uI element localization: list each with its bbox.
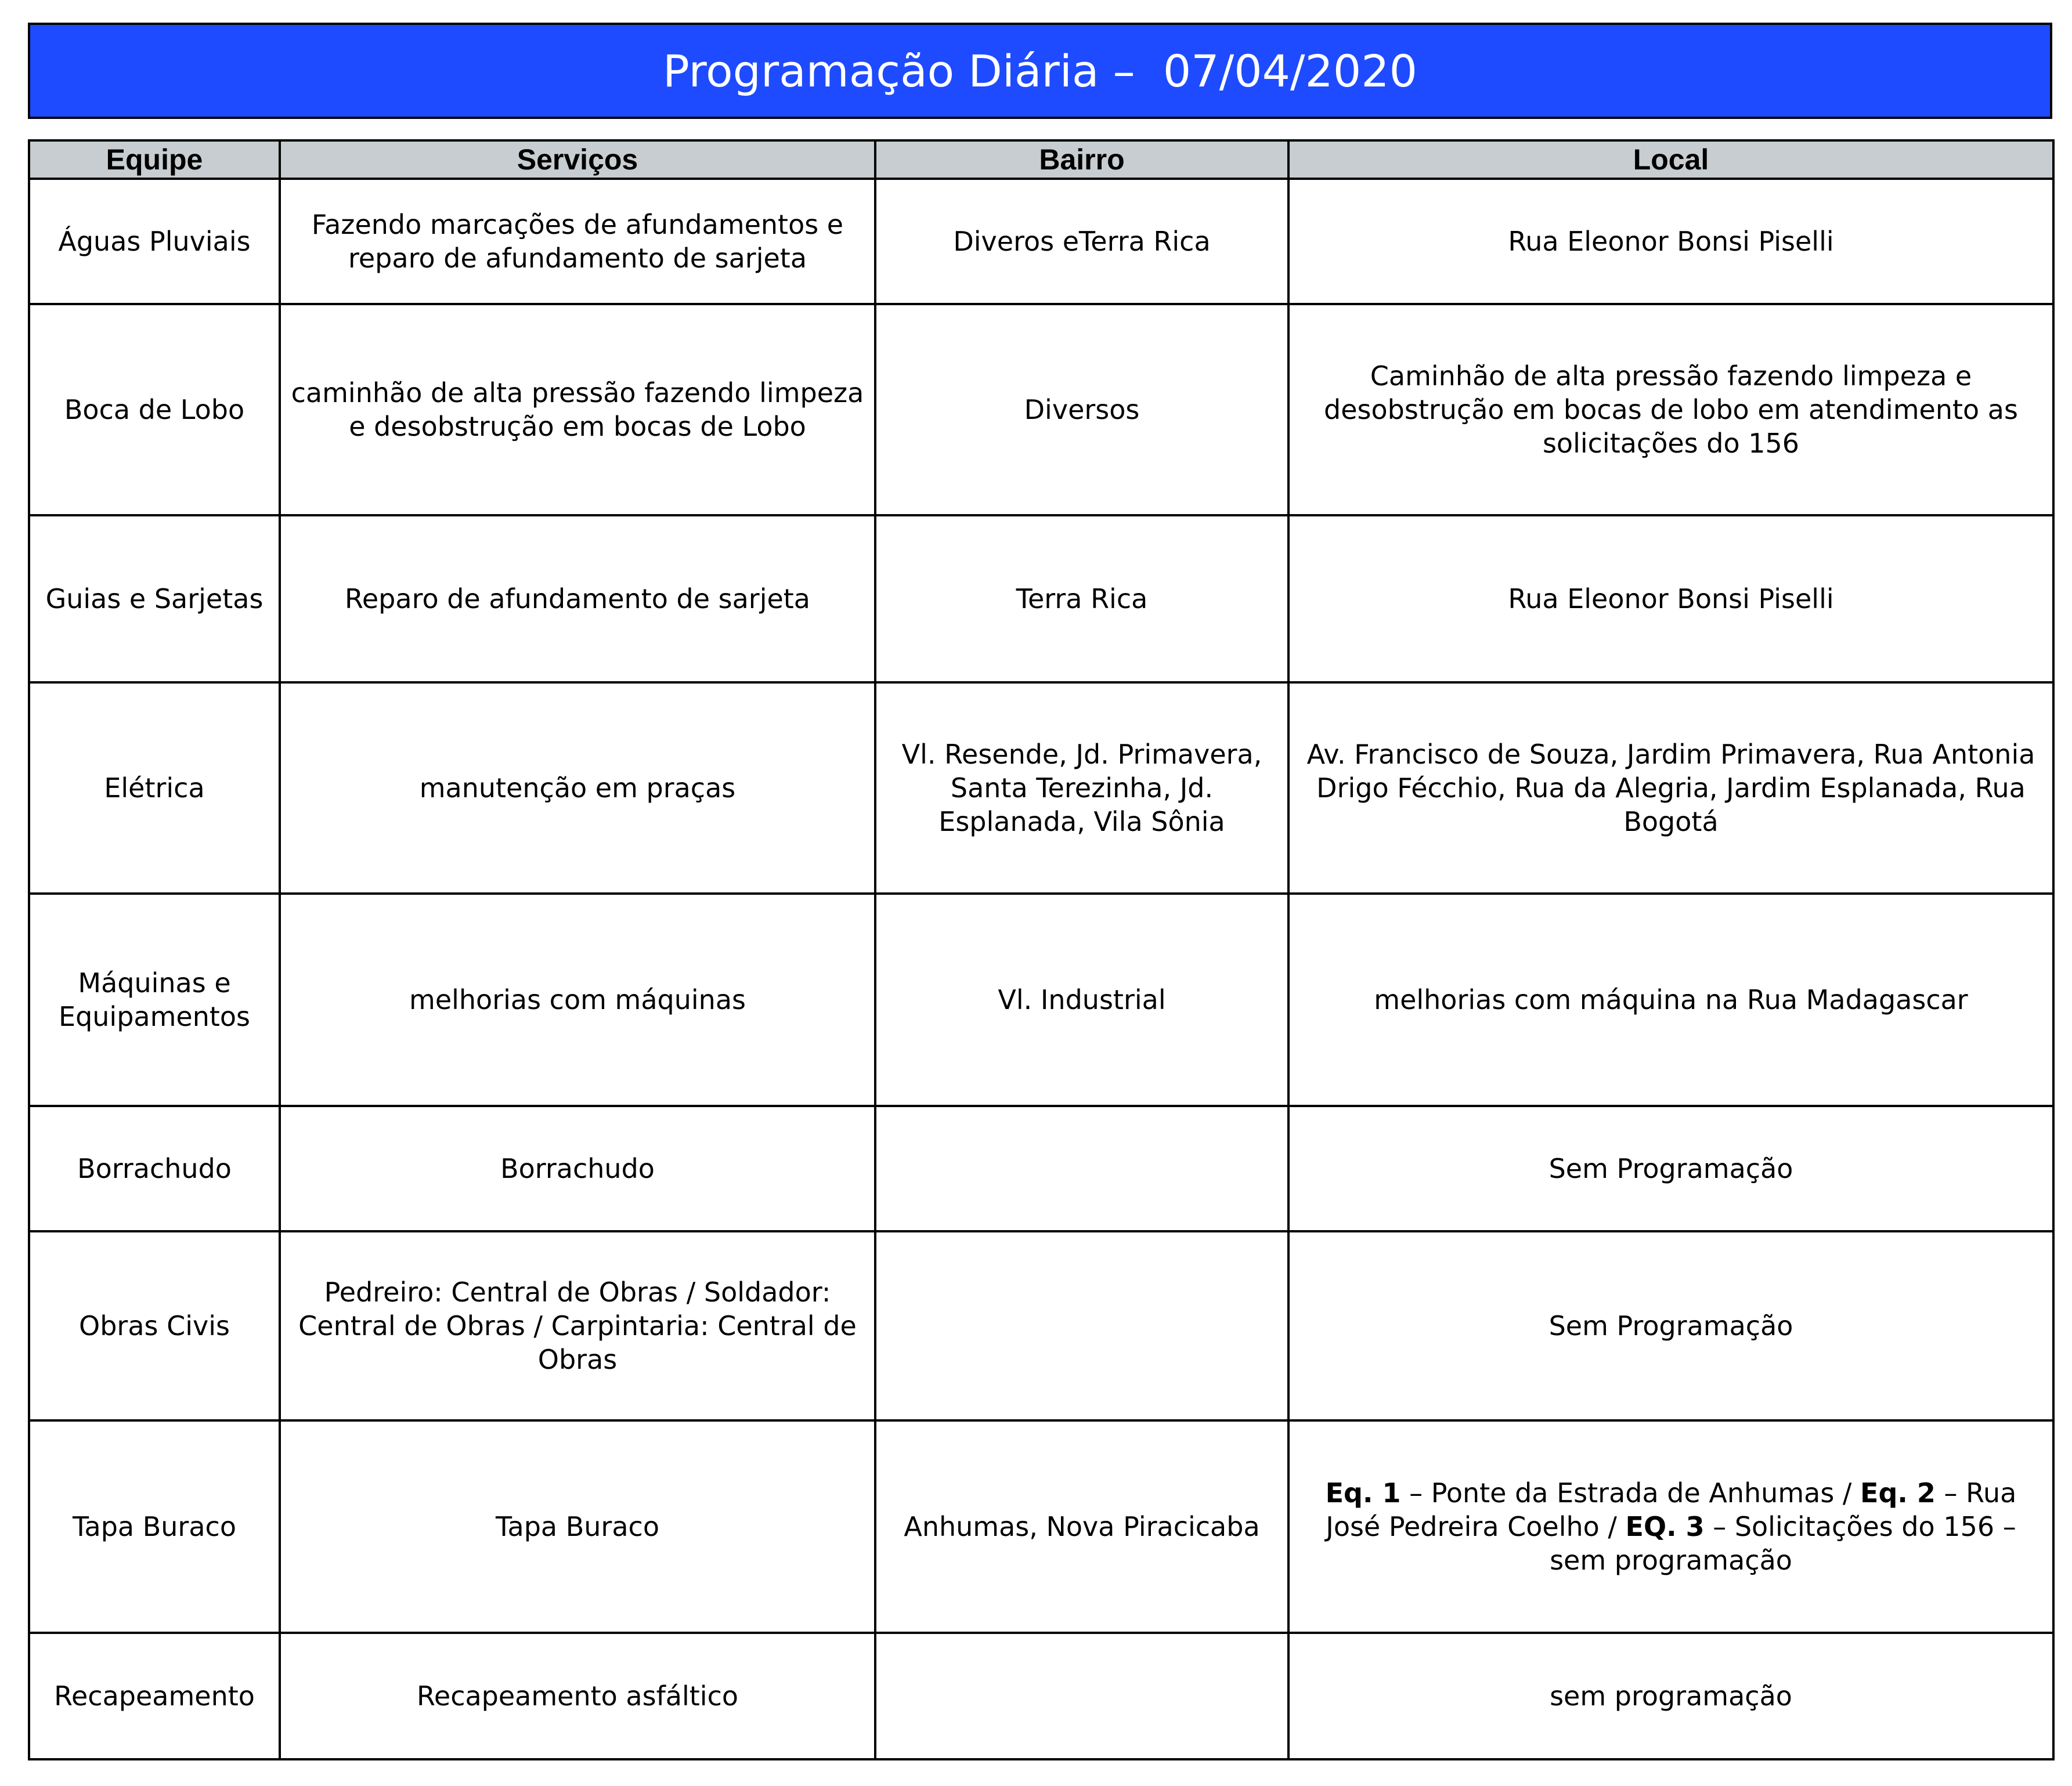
team-3-label: EQ. 3 xyxy=(1625,1511,1705,1542)
cell-servicos: Reparo de afundamento de sarjeta xyxy=(280,515,875,682)
table-row xyxy=(29,1420,2053,1633)
column-header-servicos: Serviços xyxy=(280,140,875,179)
table-row xyxy=(29,515,2053,682)
table-row xyxy=(29,179,2053,304)
schedule-table xyxy=(28,139,2055,1760)
cell-bairro: Anhumas, Nova Piracicaba xyxy=(875,1420,1288,1633)
table-row xyxy=(29,1106,2053,1231)
cell-equipe: Tapa Buraco xyxy=(29,1420,280,1633)
table-row xyxy=(29,894,2053,1106)
cell-local: sem programação xyxy=(1288,1633,2053,1759)
cell-equipe: Obras Civis xyxy=(29,1231,280,1420)
cell-local: Sem Programação xyxy=(1288,1106,2053,1231)
cell-servicos: Tapa Buraco xyxy=(280,1420,875,1633)
cell-equipe: Guias e Sarjetas xyxy=(29,515,280,682)
cell-bairro: Terra Rica xyxy=(875,515,1288,682)
cell-local: Rua Eleonor Bonsi Piselli xyxy=(1288,515,2053,682)
cell-local xyxy=(1288,1420,2053,1633)
cell-bairro: Diversos xyxy=(875,304,1288,515)
cell-bairro: Vl. Resende, Jd. Primavera, Santa Terezinha, Jd. Esplanada, Vila Sônia xyxy=(875,682,1288,894)
table-row xyxy=(29,1231,2053,1420)
table-header-row xyxy=(29,140,2053,179)
cell-equipe: Recapeamento xyxy=(29,1633,280,1759)
team-1-location: – Ponte da Estrada de Anhumas / xyxy=(1400,1477,1861,1509)
cell-bairro xyxy=(875,1106,1288,1231)
team-1-label: Eq. 1 xyxy=(1325,1477,1401,1509)
column-header-local: Local xyxy=(1288,140,2053,179)
cell-local: Caminhão de alta pressão fazendo limpeza e desobstrução em bocas de lobo em atendimento as solicitações do 156 xyxy=(1288,304,2053,515)
cell-servicos: Fazendo marcações de afundamentos e reparo de afundamento de sarjeta xyxy=(280,179,875,304)
cell-equipe: Borrachudo xyxy=(29,1106,280,1231)
cell-servicos: Pedreiro: Central de Obras / Soldador: Central de Obras / Carpintaria: Central de Obras xyxy=(280,1231,875,1420)
cell-bairro: Diveros eTerra Rica xyxy=(875,179,1288,304)
table-row xyxy=(29,1633,2053,1759)
cell-local: Av. Francisco de Souza, Jardim Primavera, Rua Antonia Drigo Fécchio, Rua da Alegria, Jardim Esplanada, Rua Bogotá xyxy=(1288,682,2053,894)
team-2-location: – Rua José Pedreira Coelho / xyxy=(1326,1477,2017,1542)
table-row xyxy=(29,682,2053,894)
cell-servicos: Borrachudo xyxy=(280,1106,875,1231)
cell-servicos: caminhão de alta pressão fazendo limpeza e desobstrução em bocas de Lobo xyxy=(280,304,875,515)
cell-equipe: Águas Pluviais xyxy=(29,179,280,304)
table-row xyxy=(29,304,2053,515)
cell-equipe: Boca de Lobo xyxy=(29,304,280,515)
cell-servicos: manutenção em praças xyxy=(280,682,875,894)
cell-bairro xyxy=(875,1231,1288,1420)
cell-servicos: melhorias com máquinas xyxy=(280,894,875,1106)
cell-servicos: Recapeamento asfáltico xyxy=(280,1633,875,1759)
cell-equipe: Máquinas e Equipamentos xyxy=(29,894,280,1106)
cell-local: Sem Programação xyxy=(1288,1231,2053,1420)
column-header-equipe: Equipe xyxy=(29,140,280,179)
cell-bairro xyxy=(875,1633,1288,1759)
cell-bairro: Vl. Industrial xyxy=(875,894,1288,1106)
cell-local: melhorias com máquina na Rua Madagascar xyxy=(1288,894,2053,1106)
team-3-location: – Solicitações do 156 – sem programação xyxy=(1550,1511,2016,1576)
team-2-label: Eq. 2 xyxy=(1860,1477,1936,1509)
cell-local: Rua Eleonor Bonsi Piselli xyxy=(1288,179,2053,304)
cell-equipe: Elétrica xyxy=(29,682,280,894)
column-header-bairro: Bairro xyxy=(875,140,1288,179)
page-title: Programação Diária – 07/04/2020 xyxy=(28,23,2052,119)
